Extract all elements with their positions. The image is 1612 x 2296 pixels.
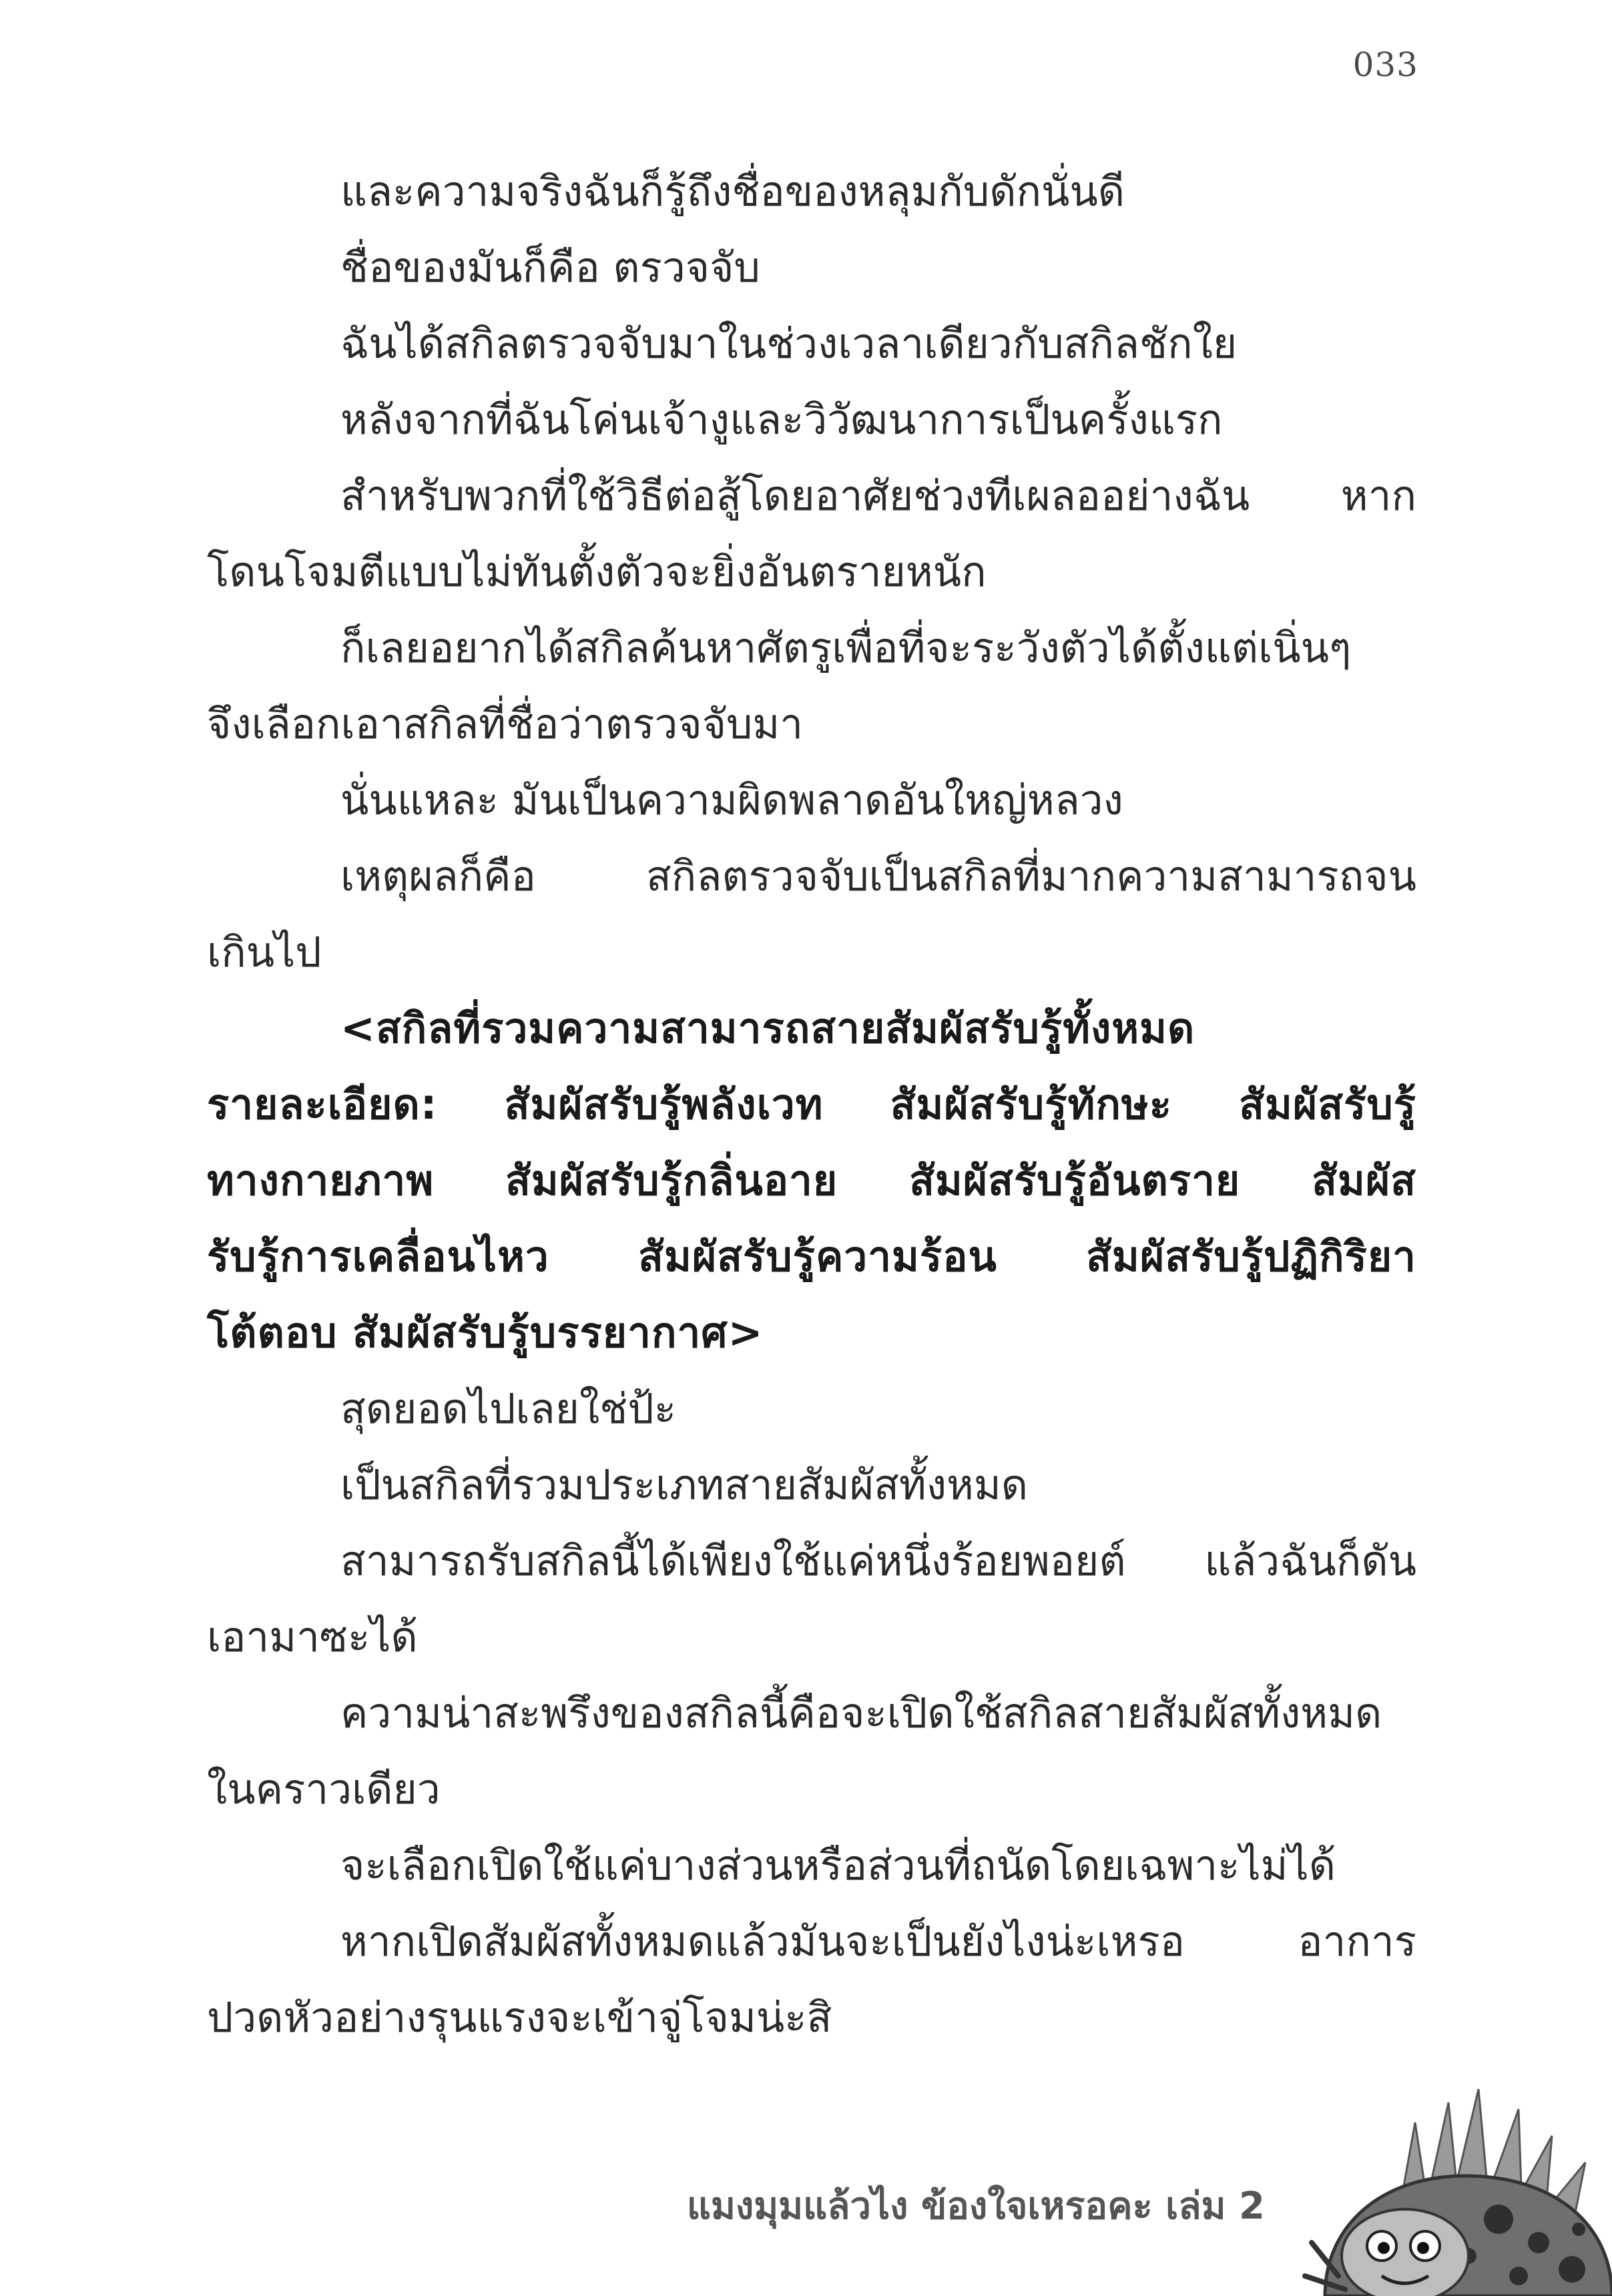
paragraph-line: จะเลือกเปิดใช้แค่บางส่วนหรือส่วนที่ถนัดโดยเฉพาะไม่ได้ [340,1841,1336,1890]
paragraph-line: ปวดหัวอย่างรุนแรงจะเข้าจู่โจมน่ะสิ [207,1993,832,2042]
book-title: แมงมุมแล้วไง ข้องใจเหรอคะ เล่ม 2 [686,2185,1265,2228]
paragraph-line: ในคราวเดียว [207,1765,441,1813]
paragraph-line: ฉันได้สกิลตรวจจับมาในช่วงเวลาเดียวกับสกิลชักใย [340,319,1238,368]
skill-description-line: รายละเอียด: สัมผัสรับรู้พลังเวท สัมผัสรับรู้ทักษะ สัมผัสรับรู้ [207,1080,1416,1129]
paragraph-line: ก็เลยอยากได้สกิลค้นหาศัตรูเพื่อที่จะระวังตัวได้ตั้งแต่เนิ่นๆ [340,623,1352,672]
skill-description-line: <สกิลที่รวมความสามารถสายสัมผัสรับรู้ทั้งหมด [340,1004,1195,1053]
paragraph-line: นั่นแหละ มันเป็นความผิดพลาดอันใหญ่หลวง [340,776,1123,824]
paragraph-line: หากเปิดสัมผัสทั้งหมดแล้วมันจะเป็นยังไงน่ะเหรอ อาการ [340,1917,1416,1966]
skill-description-line: ทางกายภาพ สัมผัสรับรู้กลิ่นอาย สัมผัสรับรู้อันตราย สัมผัส [207,1156,1416,1205]
skill-description-line: รับรู้การเคลื่อนไหว สัมผัสรับรู้ความร้อน สัมผัสรับรู้ปฏิกิริยา [207,1232,1416,1281]
page-number: 033 [1352,45,1418,84]
body-text [207,154,1416,2056]
paragraph-line: จึงเลือกเอาสกิลที่ชื่อว่าตรวจจับมา [207,699,804,748]
paragraph-line: ความน่าสะพรึงของสกิลนี้คือจะเปิดใช้สกิลสายสัมผัสทั้งหมด [340,1689,1382,1737]
paragraph-line: สำหรับพวกที่ใช้วิธีต่อสู้โดยอาศัยช่วงทีเผลออย่างฉัน หาก [340,471,1416,520]
spider-mascot-icon [1298,2076,1612,2296]
paragraph-line: ชื่อของมันก็คือ ตรวจจับ [340,243,760,292]
paragraph-line: สุดยอดไปเลยใช่ป้ะ [340,1384,676,1433]
paragraph-line: โดนโจมตีแบบไม่ทันตั้งตัวจะยิ่งอันตรายหนัก [207,547,987,596]
paragraph-line: เหตุผลก็คือ สกิลตรวจจับเป็นสกิลที่มากความสามารถจน [340,852,1416,900]
skill-description-line: โต้ตอบ สัมผัสรับรู้บรรยากาศ> [207,1308,764,1357]
paragraph-line: เกินไป [207,928,322,976]
paragraph-line: เอามาซะได้ [207,1613,418,1661]
paragraph-line: สามารถรับสกิลนี้ได้เพียงใช้แค่หนึ่งร้อยพอยต์ แล้วฉันก็ดัน [340,1536,1416,1585]
paragraph-line: และความจริงฉันก็รู้ถึงชื่อของหลุมกับดักนั่นดี [340,167,1125,216]
paragraph-line: เป็นสกิลที่รวมประเภทสายสัมผัสทั้งหมด [340,1460,1029,1509]
paragraph-line: หลังจากที่ฉันโค่นเจ้างูและวิวัฒนาการเป็นครั้งแรก [340,395,1223,444]
